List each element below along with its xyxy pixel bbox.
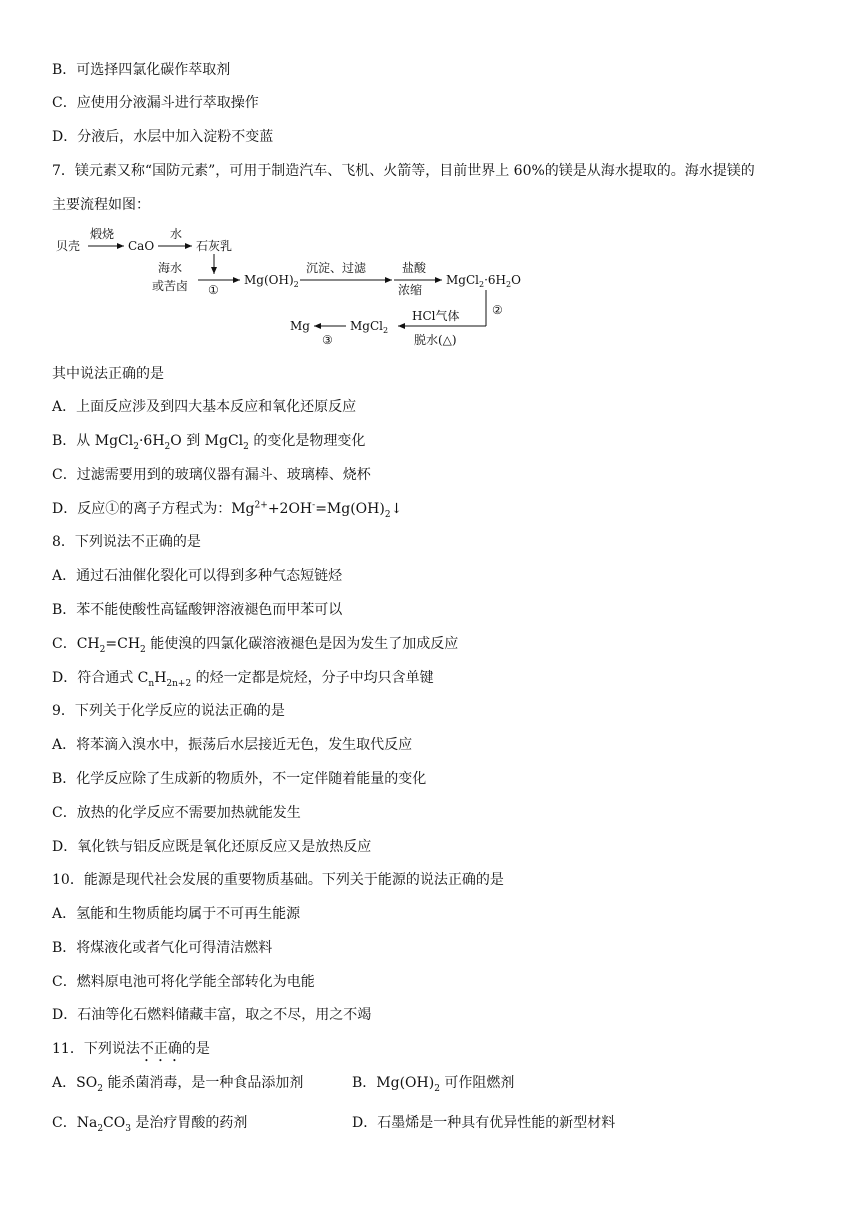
q9-option-a: A．将苯滴入溴水中，振荡后水层接近无色，发生取代反应 xyxy=(52,737,413,753)
q10-option-c: C．燃料原电池可将化学能全部转化为电能 xyxy=(52,974,315,990)
q9-option-d: D．氧化铁与铝反应既是氧化还原反应又是放热反应 xyxy=(52,839,372,855)
q7-option-a: A．上面反应涉及到四大基本反应和氧化还原反应 xyxy=(52,399,357,415)
flow-cao: CaO xyxy=(128,239,155,253)
q11-stem: 11．下列说法不正确的是 xyxy=(52,1041,210,1057)
q6-option-d: D．分液后，水层中加入淀粉不变蓝 xyxy=(52,129,274,145)
q8-option-c: C．$CH_2=CH_2$ 能使溴的四氯化碳溶液褪色是因为发生了加成反应 xyxy=(52,636,459,655)
q10-option-b: B．将煤液化或者气化可得清洁燃料 xyxy=(52,940,273,956)
flow-hcl-acid-label: 盐酸 xyxy=(402,261,427,275)
flow-step1: ① xyxy=(208,283,219,297)
q11-emphasis: 不正确 xyxy=(139,1041,182,1057)
flow-concentrate-label: 浓缩 xyxy=(398,283,423,297)
flow-mg: Mg xyxy=(290,319,310,333)
flow-hcl-gas-label: HCl气体 xyxy=(412,309,460,323)
flow-bittern: 或苦卤 xyxy=(152,279,189,293)
q10-option-d: D．石油等化石燃料储藏丰富，取之不尽，用之不竭 xyxy=(52,1007,372,1023)
q7-option-c: C．过滤需要用到的玻璃仪器有漏斗、玻璃棒、烧杯 xyxy=(52,467,371,483)
flow-seawater: 海水 xyxy=(158,261,183,275)
q10-option-a: A．氢能和生物质能均属于不可再生能源 xyxy=(52,906,301,922)
q11-option-b: B．$Mg(OH)_2$ 可作阻燃剂 xyxy=(352,1075,515,1094)
q7-option-b: B．从 $MgCl_2\cdot 6H_2O$ 到 MgCl$_2$ 的变化是物理变化 xyxy=(52,433,366,452)
flow-step3: ③ xyxy=(322,333,333,347)
q11-option-c: C．$Na_2CO_3$ 是治疗胃酸的药剂 xyxy=(52,1115,248,1134)
q7-option-d: D．反应①的离子方程式为：$Mg^{2+}+2OH^-=Mg(OH)_2↓$ xyxy=(52,500,403,520)
flow-limemilk: 石灰乳 xyxy=(196,239,233,253)
q10-stem: 10．能源是现代社会发展的重要物质基础。下列关于能源的说法正确的是 xyxy=(52,872,504,888)
q9-option-b: B．化学反应除了生成新的物质外，不一定伴随着能量的变化 xyxy=(52,771,427,787)
flow-mgcl2-hydrate: $MgCl_2\cdot 6H_2O$ xyxy=(446,273,521,289)
q11-option-d: D．石墨烯是一种具有优异性能的新型材料 xyxy=(352,1115,616,1131)
flow-mgoh2: $Mg(OH)_2$ xyxy=(244,273,299,289)
q9-stem: 9．下列关于化学反应的说法正确的是 xyxy=(52,703,285,719)
flow-precip-filter-label: 沉淀、过滤 xyxy=(306,261,367,275)
magnesium-flow-diagram xyxy=(52,222,532,358)
q8-option-d: D．符合通式 $C_nH_{2n+2}$ 的烃一定都是烷烃，分子中均只含单键 xyxy=(52,670,434,689)
flow-dehydrate-label: 脱水(△) xyxy=(414,333,457,347)
q9-option-c: C．放热的化学反应不需要加热就能发生 xyxy=(52,805,301,821)
flow-step2: ② xyxy=(492,303,503,317)
flow-shell: 贝壳 xyxy=(56,239,81,253)
q6-option-c: C．应使用分液漏斗进行萃取操作 xyxy=(52,95,259,111)
flow-water-label: 水 xyxy=(170,227,183,241)
q6-option-b: B．可选择四氯化碳作萃取剂 xyxy=(52,62,231,78)
q8-option-b: B．苯不能使酸性高锰酸钾溶液褪色而甲苯可以 xyxy=(52,602,343,618)
flow-calcine-label: 煅烧 xyxy=(90,227,115,241)
q8-stem: 8．下列说法不正确的是 xyxy=(52,534,201,550)
q7-ask: 其中说法正确的是 xyxy=(52,366,164,382)
q11-option-a: A．$SO_2$ 能杀菌消毒，是一种食品添加剂 xyxy=(52,1075,304,1094)
q7-stem-line1: 7．镁元素又称“国防元素”，可用于制造汽车、飞机、火箭等，目前世界上 60%的镁是从海水提取的。海水提镁的 xyxy=(52,163,755,179)
q7-stem-line2: 主要流程如图： xyxy=(52,197,150,213)
q8-option-a: A．通过石油催化裂化可以得到多种气态短链烃 xyxy=(52,568,343,584)
flow-mgcl2: MgCl$_2$ xyxy=(350,319,389,335)
